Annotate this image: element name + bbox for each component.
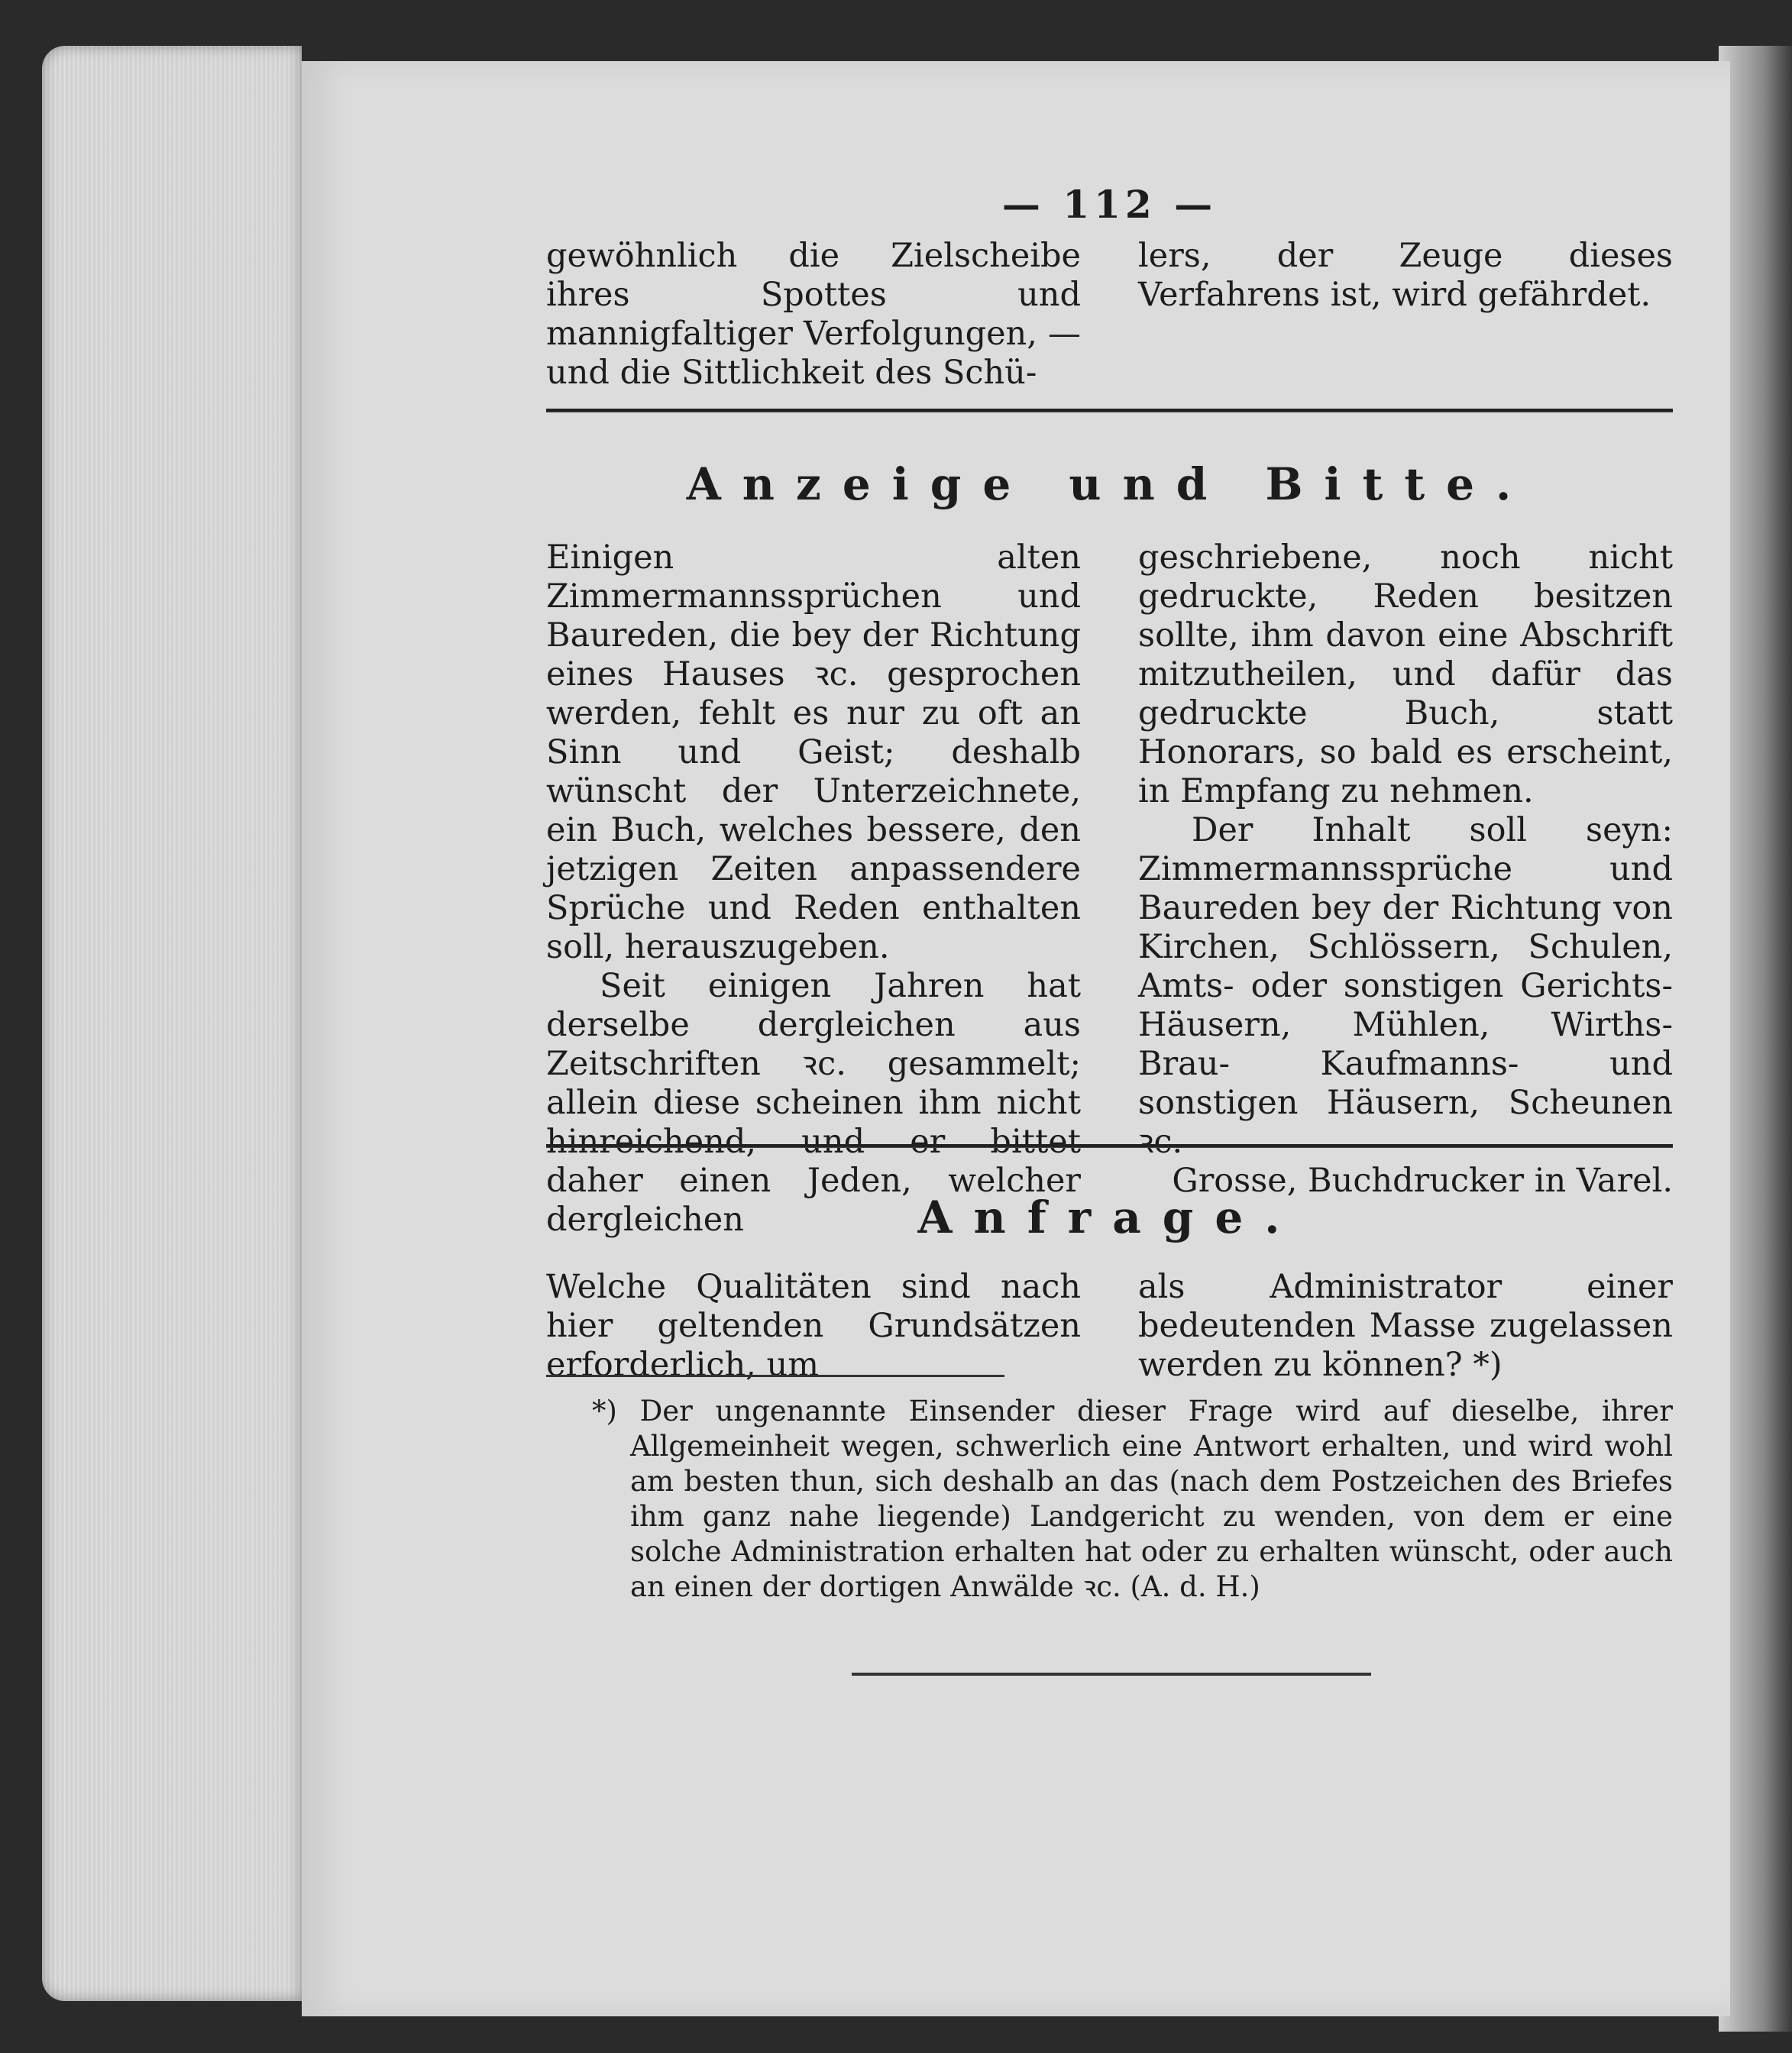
section-divider: [546, 409, 1673, 412]
signature: Grosse, Buchdrucker in Varel.: [1172, 1162, 1673, 1200]
section2-columns: [546, 1268, 1673, 1385]
intro-right-column: [1138, 237, 1673, 393]
section2-right-column: [1138, 1268, 1673, 1385]
section-heading-anfrage: Anfrage.: [917, 1191, 1302, 1243]
section1-columns: [546, 538, 1673, 1240]
end-rule: [852, 1673, 1371, 1676]
footnote-text: *) Der ungenannte Einsender dieser Frage wird auf dieselbe, ihrer Allgemeinheit wegen, schwerlich eine Antwort erhalten, und wird wohl am besten thun, sich deshalb an das (nach dem Postzeichen des Briefes ihm ganz nahe liegende) Landgericht zu wenden, von dem er eine solche Administration erhalten hat oder zu erhalten wünscht, oder auch an einen der dortigen Anwälde ꝛc. (A. d. H.): [592, 1395, 1673, 1603]
section-heading-anzeige: Anzeige und Bitte.: [686, 458, 1533, 510]
intro-left-column: [546, 237, 1081, 393]
intro-right-text: lers, der Zeuge dieses Verfahrens ist, wird gefährdet.: [1138, 237, 1673, 314]
section-divider: [546, 1144, 1673, 1148]
intro-columns: [546, 237, 1673, 393]
section2-left-text: Welche Qualitäten sind nach hier geltenden Grundsätzen erforderlich, um: [546, 1268, 1081, 1384]
book-page: [302, 61, 1730, 2016]
section2-left-column: [546, 1268, 1081, 1385]
section1-left-column: [546, 538, 1081, 1240]
footnote: [569, 1394, 1673, 1605]
intro-left-text: gewöhnlich die Zielscheibe ihres Spottes und mannigfaltiger Verfolgungen, — und die Sittlichkeit des Schü-: [546, 237, 1081, 392]
section2-right-text: als Administrator einer bedeutenden Masse zugelassen werden zu können? *): [1138, 1268, 1673, 1384]
section1-right-paragraph: Der Inhalt soll seyn: Zimmermannssprüche und Baureden bey der Richtung von Kirchen, Schlössern, Schulen, Amts- oder sonstigen Gerichts-Häusern, Mühlen, Wirths- Brau- Kaufmanns- und sonstigen Häusern, Scheunen ꝛc.: [1138, 811, 1673, 1161]
section1-left-paragraph: Einigen alten Zimmermannssprüchen und Baureden, die bey der Richtung eines Hauses ꝛc. gesprochen werden, fehlt es nur zu oft an Sinn und Geist; deshalb wünscht der Unterzeichnete, ein Buch, welches bessere, den jetzigen Zeiten anpassendere Sprüche und Reden enthalten soll, herauszugeben.: [546, 538, 1081, 966]
section1-left-paragraph: Seit einigen Jahren hat derselbe dergleichen aus Zeitschriften ꝛc. gesammelt; allein diese scheinen ihm nicht hinreichend, und er bittet daher einen Jeden, welcher dergleichen: [546, 967, 1081, 1239]
section1-right-column: [1138, 538, 1673, 1240]
book-page-edges: [42, 46, 302, 2001]
section1-right-paragraph: geschriebene, noch nicht gedruckte, Reden besitzen sollte, ihm davon eine Abschrift mitzutheilen, und dafür das gedruckte Buch, statt Honorars, so bald es erscheint, in Empfang zu nehmen.: [1138, 538, 1673, 810]
footnote-divider: [546, 1375, 1004, 1377]
page-number: — 112 —: [1001, 182, 1218, 227]
